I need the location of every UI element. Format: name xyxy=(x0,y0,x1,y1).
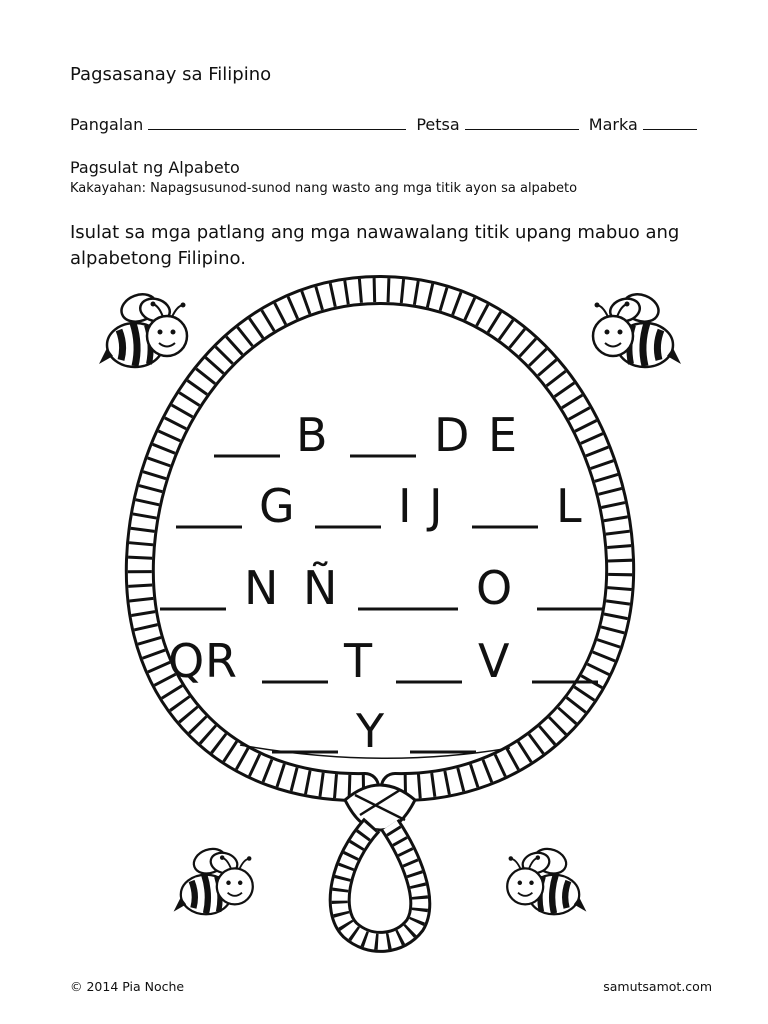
letter: Ñ xyxy=(303,561,338,615)
alphabet-puzzle xyxy=(160,408,603,758)
letter: O xyxy=(476,561,513,615)
instructions-text: Isulat sa mga patlang ang mga nawawalang titik upang mabuo ang alpabetong Filipino. xyxy=(70,222,680,269)
letter: D xyxy=(434,408,470,462)
name-label: Pangalan xyxy=(70,115,144,134)
letter: Y xyxy=(356,704,385,758)
skill-text: Kakayahan: Napagsusunod-sunod nang wasto ang mga titik ayon sa alpabeto xyxy=(70,181,578,196)
letter: N xyxy=(244,561,279,615)
section-title: Pagsulat ng Alpabeto xyxy=(70,158,240,177)
bee-icon xyxy=(174,845,253,915)
letter: V xyxy=(478,634,510,688)
rope-frame xyxy=(140,290,620,942)
letter: B xyxy=(296,408,328,462)
copyright-text: © 2014 Pia Noche xyxy=(70,979,185,994)
bee-icon xyxy=(593,290,681,367)
letter: J xyxy=(429,479,443,533)
worksheet-title: Pagsasanay sa Filipino xyxy=(70,64,272,85)
date-label: Petsa xyxy=(416,115,460,134)
bee-icon xyxy=(507,845,586,915)
letter: Q xyxy=(168,634,205,688)
letter: I xyxy=(398,479,412,533)
letter: G xyxy=(259,479,295,533)
score-label: Marka xyxy=(588,115,638,134)
site-link[interactable]: samutsamot.com xyxy=(603,979,712,994)
letter: R xyxy=(205,634,237,688)
letter: T xyxy=(344,634,373,688)
bee-icon xyxy=(99,290,187,367)
letter: L xyxy=(556,479,582,533)
letter: E xyxy=(488,408,518,462)
